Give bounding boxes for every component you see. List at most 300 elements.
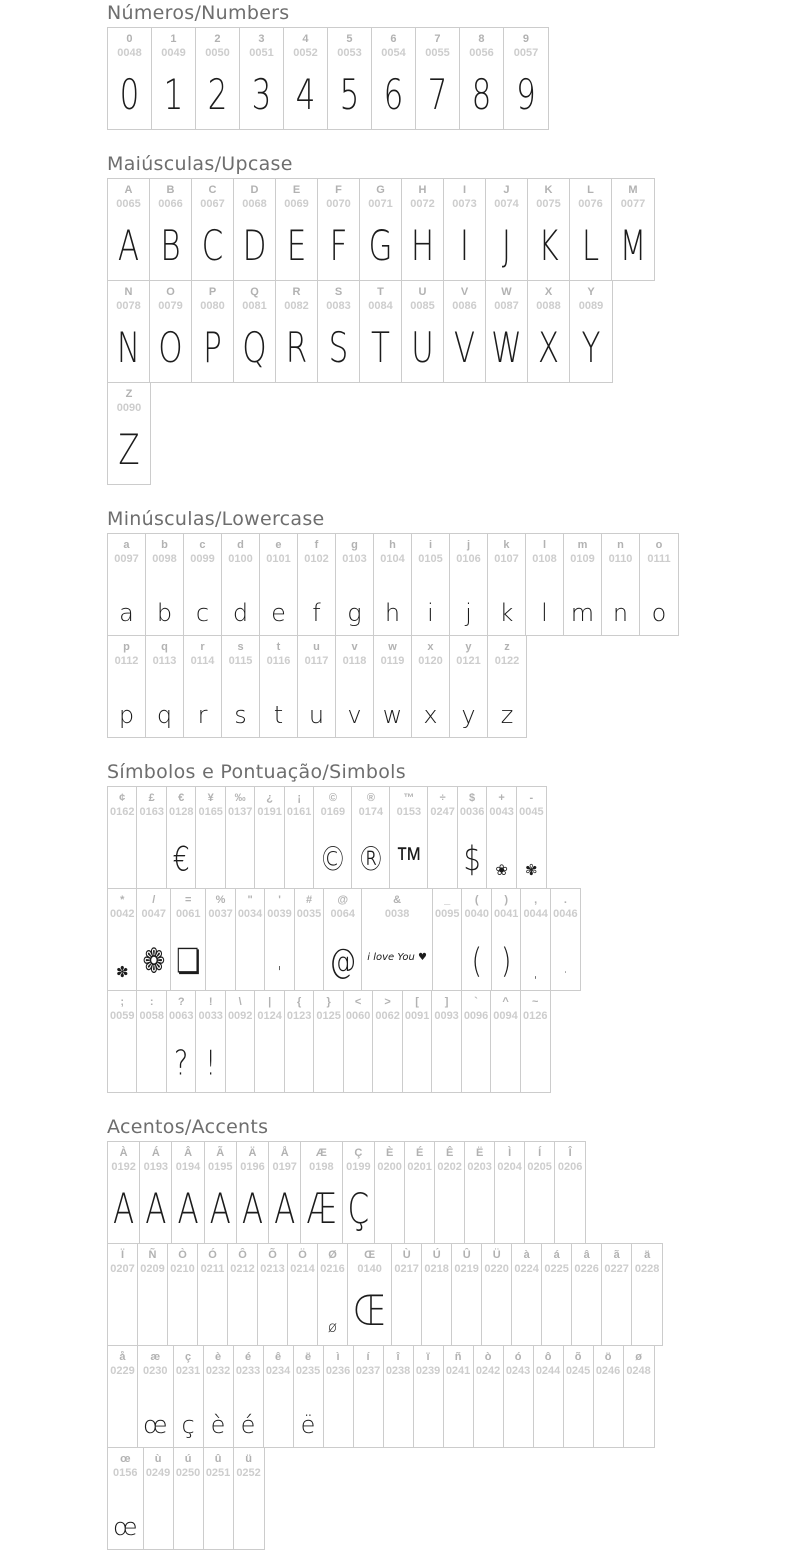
cell-labels xyxy=(153,640,177,669)
char-label: G xyxy=(376,184,385,196)
cell-labels xyxy=(418,538,442,567)
char-label: h xyxy=(389,539,396,551)
unicode-label: 0249 xyxy=(145,1467,171,1480)
unicode-label: 0118 xyxy=(342,655,367,668)
glyph: S xyxy=(328,324,349,373)
char-cell-0194 xyxy=(172,1142,204,1243)
glyph: ' xyxy=(277,963,282,981)
unicode-label: 0228 xyxy=(634,1263,660,1276)
glyph: € xyxy=(172,840,190,880)
glyph: A xyxy=(209,1185,231,1234)
glyph: œ xyxy=(143,1411,168,1439)
glyph: W xyxy=(491,324,522,373)
char-label: < xyxy=(354,996,362,1008)
char-cell-0095 xyxy=(433,889,462,990)
unicode-label: 0061 xyxy=(175,908,201,921)
unicode-label: 0174 xyxy=(358,806,384,819)
section-numbers xyxy=(107,2,800,130)
char-label: å xyxy=(119,1351,126,1363)
glyph: E xyxy=(286,222,307,271)
char-label: õ xyxy=(574,1351,582,1363)
char-label: q xyxy=(161,641,168,653)
char-cell-0199 xyxy=(343,1142,376,1243)
glyph: · xyxy=(563,963,568,981)
glyph: è xyxy=(210,1411,226,1439)
unicode-label: 0041 xyxy=(493,908,519,921)
char-label: 7 xyxy=(434,33,441,45)
glyph: g xyxy=(347,599,362,627)
char-label: [ xyxy=(415,996,419,1008)
char-label: œ xyxy=(120,1453,131,1465)
char-label: + xyxy=(498,792,505,804)
glyph: ) xyxy=(500,942,512,982)
glyph xyxy=(395,1356,401,1442)
glyph xyxy=(515,1356,521,1442)
char-cell-0248 xyxy=(624,1346,654,1447)
char-label: m xyxy=(577,539,588,551)
glyph: V xyxy=(453,324,476,373)
unicode-label: 0244 xyxy=(535,1365,561,1378)
glyph: D xyxy=(242,222,267,271)
char-cell-0087 xyxy=(486,281,528,382)
glyph xyxy=(414,1008,420,1087)
unicode-label: 0049 xyxy=(161,47,186,60)
glyph xyxy=(296,804,302,883)
char-cell-0101 xyxy=(260,534,298,635)
char-cell-0104 xyxy=(374,534,412,635)
char-label: ó xyxy=(514,1351,522,1363)
char-cell-0080 xyxy=(192,281,234,382)
glyph: Y xyxy=(581,324,601,373)
char-cell-0113 xyxy=(146,636,184,737)
glyph xyxy=(365,1356,371,1442)
unicode-label: 0206 xyxy=(557,1161,583,1174)
char-label: ™ xyxy=(403,792,415,804)
char-label: ] xyxy=(444,996,449,1008)
glyph xyxy=(444,906,450,985)
unicode-label: 0252 xyxy=(236,1467,261,1480)
glyph: 0 xyxy=(119,71,140,120)
glyph: t xyxy=(273,701,284,729)
unicode-label: 0063 xyxy=(168,1010,194,1023)
section-title: Números/Numbers xyxy=(107,2,290,24)
unicode-label: 0101 xyxy=(266,553,291,566)
char-label: E xyxy=(292,184,301,196)
char-cell-0196 xyxy=(237,1142,269,1243)
section-accents xyxy=(107,1116,800,1550)
char-label: * xyxy=(120,894,125,906)
char-cell-0210 xyxy=(168,1244,198,1345)
glyph: Z xyxy=(118,426,140,475)
glyph: ✽ xyxy=(115,963,129,981)
glyph: 9 xyxy=(516,71,536,120)
char-label: N xyxy=(124,286,133,298)
char-cell-0059 xyxy=(108,991,137,1092)
char-cell-0085 xyxy=(402,281,444,382)
char-label: é xyxy=(244,1351,252,1363)
unicode-label: 0238 xyxy=(385,1365,411,1378)
char-cell-0055 xyxy=(416,28,460,129)
char-cell-0228 xyxy=(632,1244,662,1345)
unicode-label: 0045 xyxy=(519,806,544,819)
char-label: $ xyxy=(469,792,476,804)
glyph: , xyxy=(533,963,539,981)
char-label: Ü xyxy=(492,1249,501,1261)
char-label: ê xyxy=(274,1351,282,1363)
cell-labels xyxy=(532,538,556,567)
char-cell-0044 xyxy=(521,889,550,990)
char-label: ô xyxy=(544,1351,552,1363)
char-label: Ë xyxy=(475,1147,484,1159)
glyph xyxy=(119,804,125,883)
glyph xyxy=(267,1008,273,1087)
unicode-label: 0075 xyxy=(536,198,561,211)
glyph xyxy=(477,1152,483,1238)
glyph: 1 xyxy=(163,71,184,120)
char-cell-0067 xyxy=(192,179,234,280)
cell-labels xyxy=(267,893,291,922)
glyph: A xyxy=(113,1185,135,1234)
char-cell-0251 xyxy=(204,1448,234,1549)
char-label: ^ xyxy=(502,996,509,1008)
unicode-label: 0069 xyxy=(284,198,309,211)
char-cell-0238 xyxy=(384,1346,414,1447)
glyph: A xyxy=(241,1185,264,1234)
char-cell-0231 xyxy=(174,1346,204,1447)
glyph-row xyxy=(107,990,551,1093)
cell-labels xyxy=(176,1350,200,1379)
glyph: 2 xyxy=(207,71,228,120)
glyph: 4 xyxy=(295,71,316,120)
char-cell-0165 xyxy=(196,787,225,888)
char-label: H xyxy=(418,184,427,196)
char-label: Ä xyxy=(248,1147,257,1159)
char-label: } xyxy=(326,996,331,1008)
glyph: Œ xyxy=(353,1287,387,1336)
unicode-label: 0066 xyxy=(158,198,183,211)
char-label: Ò xyxy=(178,1249,187,1261)
cell-labels xyxy=(229,640,253,669)
char-label: Ú xyxy=(432,1249,441,1261)
unicode-label: 0235 xyxy=(295,1365,321,1378)
glyph: x xyxy=(423,701,438,729)
glyph: 6 xyxy=(383,71,404,120)
char-cell-0103 xyxy=(336,534,374,635)
char-cell-0071 xyxy=(360,179,402,280)
char-label: ü xyxy=(245,1453,252,1465)
char-cell-0203 xyxy=(465,1142,495,1243)
glyph-row xyxy=(107,888,581,991)
section-lowercase xyxy=(107,508,800,738)
unicode-label: 0048 xyxy=(117,47,142,60)
char-label: 6 xyxy=(390,33,397,45)
char-label: T xyxy=(377,286,384,298)
cell-labels xyxy=(342,538,366,567)
unicode-label: 0036 xyxy=(459,806,485,819)
unicode-label: 0098 xyxy=(152,553,177,566)
char-label: v xyxy=(351,641,358,653)
char-cell-0163 xyxy=(137,787,166,888)
char-label: ; xyxy=(120,996,125,1008)
char-cell-0191 xyxy=(255,787,284,888)
glyph xyxy=(455,1356,461,1442)
glyph: v xyxy=(347,701,362,729)
cell-labels xyxy=(267,640,291,669)
glyph: P xyxy=(203,324,222,373)
unicode-label: 0199 xyxy=(346,1161,371,1174)
char-label: Ö xyxy=(298,1249,307,1261)
char-label: n xyxy=(617,539,624,551)
char-label: í xyxy=(366,1351,370,1363)
glyph: ë xyxy=(300,1411,316,1439)
unicode-label: 0055 xyxy=(425,47,450,60)
unicode-label: 0163 xyxy=(139,806,164,819)
char-label: ® xyxy=(366,792,375,804)
char-cell-0250 xyxy=(174,1448,204,1549)
char-cell-0098 xyxy=(146,534,184,635)
char-cell-0073 xyxy=(444,179,486,280)
char-label: o xyxy=(655,539,663,551)
glyph xyxy=(267,804,273,883)
char-cell-0033 xyxy=(196,991,225,1092)
glyph xyxy=(584,1254,590,1340)
unicode-label: 0156 xyxy=(113,1467,138,1480)
char-cell-0124 xyxy=(255,991,284,1092)
cell-labels xyxy=(113,1452,137,1481)
char-label: ç xyxy=(184,1351,192,1363)
char-label: É xyxy=(415,1147,424,1159)
unicode-label: 0211 xyxy=(200,1263,225,1276)
char-label: u xyxy=(313,641,320,653)
char-cell-0048 xyxy=(108,28,152,129)
cell-labels xyxy=(495,640,519,669)
char-cell-0096 xyxy=(462,991,491,1092)
unicode-label: 0035 xyxy=(296,908,322,921)
char-cell-0244 xyxy=(534,1346,564,1447)
glyph-row xyxy=(107,1447,265,1550)
char-cell-0056 xyxy=(460,28,504,129)
char-label: @ xyxy=(337,894,349,906)
char-cell-0249 xyxy=(144,1448,174,1549)
unicode-label: 0169 xyxy=(320,806,346,819)
char-cell-0169 xyxy=(314,787,352,888)
unicode-label: 0209 xyxy=(140,1263,165,1276)
unicode-label: 0165 xyxy=(198,806,223,819)
char-cell-0239 xyxy=(414,1346,444,1447)
unicode-label: 0087 xyxy=(494,300,519,313)
unicode-label: 0195 xyxy=(208,1161,233,1174)
cell-labels xyxy=(152,538,176,567)
char-cell-0230 xyxy=(138,1346,174,1447)
unicode-label: 0230 xyxy=(143,1365,168,1378)
unicode-label: 0227 xyxy=(604,1263,629,1276)
cell-labels xyxy=(418,640,442,669)
glyph xyxy=(246,1458,252,1544)
char-cell-0089 xyxy=(570,281,612,382)
glyph: R xyxy=(285,324,308,373)
unicode-label: 0224 xyxy=(514,1263,539,1276)
char-label: X xyxy=(544,286,553,298)
char-cell-0219 xyxy=(452,1244,482,1345)
unicode-label: 0085 xyxy=(410,300,435,313)
cell-labels xyxy=(206,1350,230,1379)
char-label: Ê xyxy=(445,1147,454,1159)
glyph xyxy=(155,1458,161,1544)
unicode-label: 0226 xyxy=(574,1263,599,1276)
char-cell-0062 xyxy=(373,991,402,1092)
cell-labels xyxy=(266,538,290,567)
glyph xyxy=(605,1356,611,1442)
char-label: w xyxy=(388,641,397,653)
glyph: ? xyxy=(174,1044,189,1084)
char-cell-0088 xyxy=(528,281,570,382)
char-label: D xyxy=(250,184,259,196)
glyph: ❀ xyxy=(495,861,508,879)
char-cell-0075 xyxy=(528,179,570,280)
unicode-label: 0115 xyxy=(228,655,253,668)
char-label: ò xyxy=(484,1351,492,1363)
char-label: l xyxy=(542,539,547,551)
char-label: > xyxy=(384,996,391,1008)
unicode-label: 0040 xyxy=(464,908,489,921)
glyph xyxy=(503,1008,509,1087)
char-cell-0112 xyxy=(108,636,146,737)
char-cell-0216 xyxy=(318,1244,348,1345)
char-cell-0207 xyxy=(108,1244,138,1345)
glyph: a xyxy=(119,599,134,627)
unicode-label: 0117 xyxy=(304,655,329,668)
glyph xyxy=(417,1152,423,1238)
char-label: R xyxy=(292,286,301,298)
char-label: Á xyxy=(151,1147,160,1159)
char-label: € xyxy=(178,792,185,804)
glyph: s xyxy=(234,701,247,729)
unicode-label: 0212 xyxy=(230,1263,255,1276)
glyph xyxy=(120,1356,126,1442)
unicode-label: 0198 xyxy=(309,1161,334,1174)
char-label: A xyxy=(124,184,133,196)
char-label: ` xyxy=(474,996,478,1008)
glyph xyxy=(494,1254,500,1340)
unicode-label: 0112 xyxy=(114,655,139,668)
char-label: ? xyxy=(177,996,185,1008)
unicode-label: 0043 xyxy=(489,806,514,819)
glyph: f xyxy=(312,599,321,627)
unicode-label: 0062 xyxy=(375,1010,400,1023)
unicode-label: 0201 xyxy=(407,1161,432,1174)
char-label: ú xyxy=(184,1453,192,1465)
unicode-label: 0064 xyxy=(330,908,355,921)
cell-labels xyxy=(236,1350,260,1379)
glyph: z xyxy=(500,701,514,729)
char-label: z xyxy=(504,641,510,653)
glyph xyxy=(275,1356,281,1442)
glyph xyxy=(210,1254,216,1340)
unicode-label: 0080 xyxy=(200,300,225,313)
char-label: Ï xyxy=(120,1249,125,1261)
char-cell-0125 xyxy=(314,991,343,1092)
glyph: A xyxy=(274,1185,296,1234)
char-label: I xyxy=(462,184,467,196)
char-cell-0205 xyxy=(525,1142,555,1243)
char-label: Ç xyxy=(354,1147,363,1159)
cell-labels xyxy=(191,640,215,669)
cell-labels xyxy=(609,538,633,567)
char-cell-0195 xyxy=(205,1142,237,1243)
char-label: 0 xyxy=(126,33,133,45)
char-cell-0078 xyxy=(108,281,150,382)
char-label: â xyxy=(583,1249,590,1261)
char-label: L xyxy=(587,184,594,196)
char-label: ¡ xyxy=(297,792,301,804)
glyph xyxy=(270,1254,276,1340)
glyph: H xyxy=(410,222,435,271)
glyph: r xyxy=(197,701,208,729)
cell-labels xyxy=(647,538,670,567)
char-label: f xyxy=(314,539,319,551)
char-cell-0225 xyxy=(542,1244,572,1345)
glyph xyxy=(567,1152,573,1238)
char-label: Õ xyxy=(268,1249,277,1261)
char-label: î xyxy=(396,1351,400,1363)
unicode-label: 0162 xyxy=(110,806,135,819)
unicode-label: 0071 xyxy=(368,198,393,211)
unicode-label: 0038 xyxy=(384,908,410,921)
unicode-label: 0105 xyxy=(418,553,443,566)
char-label: d xyxy=(237,539,244,551)
char-cell-0161 xyxy=(285,787,314,888)
glyph-row xyxy=(107,280,613,383)
glyph: @ xyxy=(329,942,357,982)
glyph: 3 xyxy=(251,71,272,120)
char-cell-0105 xyxy=(412,534,450,635)
glyph xyxy=(247,906,253,985)
glyph xyxy=(434,1254,440,1340)
char-cell-0045 xyxy=(517,787,546,888)
glyph: l xyxy=(541,599,548,627)
glyph: A xyxy=(117,222,140,271)
glyph: c xyxy=(195,599,210,627)
glyph xyxy=(300,1254,306,1340)
char-cell-0116 xyxy=(260,636,298,737)
unicode-label: 0079 xyxy=(158,300,183,313)
char-label: © xyxy=(328,792,337,804)
unicode-label: 0123 xyxy=(286,1010,312,1023)
char-label: y xyxy=(465,641,472,653)
glyph xyxy=(575,1356,581,1442)
unicode-label: 0057 xyxy=(513,47,539,60)
char-label: Ô xyxy=(238,1249,247,1261)
char-label: / xyxy=(152,894,156,906)
char-cell-0041 xyxy=(492,889,521,990)
unicode-label: 0114 xyxy=(190,655,215,668)
char-cell-0120 xyxy=(412,636,450,737)
char-cell-0047 xyxy=(137,889,171,990)
char-label: p xyxy=(123,641,130,653)
glyph xyxy=(326,1008,332,1087)
char-cell-0234 xyxy=(264,1346,294,1447)
char-label: Œ xyxy=(364,1249,376,1261)
char-label: ë xyxy=(304,1351,312,1363)
char-label: C xyxy=(208,184,217,196)
char-label: B xyxy=(166,184,175,196)
char-cell-0197 xyxy=(269,1142,301,1243)
char-cell-0066 xyxy=(150,179,192,280)
char-cell-0063 xyxy=(167,991,196,1092)
char-label: . xyxy=(563,894,567,906)
unicode-label: 0113 xyxy=(152,655,177,668)
char-label: ä xyxy=(644,1249,651,1261)
